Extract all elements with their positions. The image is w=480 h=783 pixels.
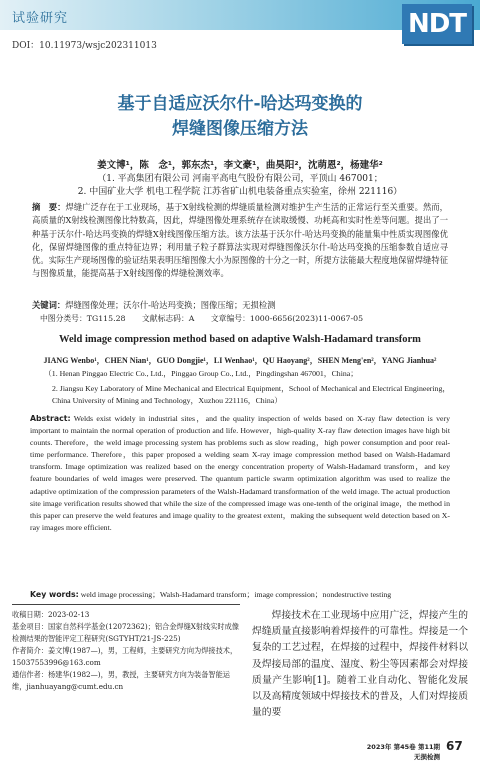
abstract-cn — [32, 201, 448, 281]
title-en: Weld image compression method based on adaptive Walsh-Hadamard transform — [59, 334, 421, 345]
received-date: 收稿日期：2023-02-13 — [12, 610, 90, 619]
authors-cn: 姜文博¹，陈 念¹，郭东杰¹，李文豪¹，曲昊阳²，沈萌恩²，杨建华² — [97, 160, 383, 171]
document-code: 文献标志码：A — [141, 314, 195, 323]
keywords-cn-label: 关键词： — [32, 300, 66, 310]
affiliation-en-1: （1. Henan Pinggao Electric Co., Ltd.，Pinggao Group Co., Ltd.，Pingdingshan 467001，China； — [44, 369, 359, 378]
abstract-en — [30, 413, 450, 534]
title-cn-line2: 焊缝图像压缩方法 — [172, 119, 308, 139]
keywords-en-text: weld image processing；Walsh-Hadamard transform；image compression；nondestructive testing — [80, 590, 392, 599]
abstract-en-label: Abstract: — [30, 414, 71, 423]
classification-line — [40, 313, 377, 324]
body-paragraph: 焊接技术在工业现场中应用广泛，焊接产生的焊缝质量直接影响着焊接件的可靠性。焊接是一个复杂的工艺过程，在焊接的过程中，焊接件材料以及焊接局部的温度、湿度、粉尘等因素都会对焊接质量产生影响[1]。随着工业自动化、智能化发展以及高精度领域中焊接技术的普及，人们对焊接质量的要 — [252, 610, 468, 719]
title-cn-line1: 基于自适应沃尔什-哈达玛变换的 — [117, 94, 363, 114]
corresponding-author: 通信作者：杨建华(1982—)，男，教授，主要研究方向为装备智能运维，jianhuayang@cumt.edu.cn — [12, 670, 230, 691]
page-number: 67 — [446, 739, 463, 753]
affiliation-en-2: 2. Jiangsu Key Laboratory of Mine Mechanical and Electrical Equipment，School of Mechanical and Electrical Engineering，China University of Mining and Technology，Xuzhou 221116，China） — [52, 384, 451, 405]
keywords-cn-text: 焊缝图像处理；沃尔什-哈达玛变换；图像压缩；无损检测 — [65, 300, 276, 310]
fund-info: 基金项目：国家自然科学基金(12072362)；铝合金焊缝X射线实时成像检测结果的智能评定工程研究(SGTYHT/21-JS-225) — [12, 622, 239, 643]
abstract-cn-label: 摘 要： — [32, 202, 66, 212]
affiliation-cn-2: 2. 中国矿业大学 机电工程学院 江苏省矿山机电装备重点实验室，徐州 221116） — [77, 187, 403, 197]
keywords-en — [30, 588, 450, 601]
author-info: 作者简介：姜文博(1987—)，男，工程师，主要研究方向为焊接技术，15037553996@163.com — [12, 646, 238, 667]
affiliation-cn-1: （1. 平高集团有限公司 河南平高电气股份有限公司，平顶山 467001； — [97, 174, 383, 184]
footnote-divider — [12, 604, 240, 605]
authors-en: JIANG Wenbo¹，CHEN Nian¹，GUO Dongjie¹，LI Wenhao¹，QU Haoyang²，SHEN Meng'en²，YANG Jianhua² — [43, 356, 437, 365]
ndt-logo: NDT — [402, 4, 472, 44]
doi[interactable]: DOI：10.11973/wsjc202311013 — [12, 41, 157, 51]
footer-issue: 2023年 第45卷 第11期 — [366, 743, 440, 751]
footer-journal: 无损检测 — [414, 753, 440, 761]
keywords-cn — [32, 299, 448, 312]
article-number: 文章编号：1000-6656(2023)11-0067-05 — [210, 314, 364, 323]
keywords-en-label: Key words: — [30, 590, 79, 599]
abstract-cn-text: 焊缝广泛存在于工业现场，基于X射线检测的焊缝质量检测对维护生产生活的正常运行至关重要。然而，高质量的X射线检测图像比特数高，因此，焊缝图像处理系统存在读取缓慢、功耗高和实时性差等问题。提出了一种基于沃尔什-哈达玛变换的焊缝X射线图像压缩方法。该方法基于沃尔什-哈达玛变换的能量集中性质实现图像优化，保留焊缝图像的重点特征边界；利用量子粒子群算法实现对焊缝图像沃尔什-哈达玛变换的压缩参数自适应寻优。实际生产现场图像的验证结果表明压缩图像大小为原图像的十分之一时，所提方法能最大程度地保留焊缝特征与图像质量，能提高基于X射线图像的焊缝检测效率。 — [32, 202, 448, 279]
clc-number: 中图分类号：TG115.28 — [40, 314, 126, 323]
abstract-en-text: Welds exist widely in industrial sites，and the quality inspection of welds based on X-ray flaw detection is very important to maintain the normal operation of production and life. However，high-quality X-ray flaw detection images have high bit counts. Therefore，the weld image processing system has problems such as slow reading，high power consumption and poor real-time performance. Therefore，this paper proposed a welding seam X-ray image compression method based on Walsh-Hadamard transform. Image optimization was realized based on the energy concentration property of Walsh-Hadamard transform，and key feature boundaries of weld images were preserved. The quantum particle swarm optimization algorithm was used to realize the adaptive optimization of the compression parameters of the Walsh-Hadamard transformation of the weld image. The actual production site image verification results showed that while the size of the compressed image was one-tenth of the original image，the method in this paper can preserve the weld features and image quality to the greatest extent，making the subsequent weld detection based on X-ray images more efficient. — [30, 414, 450, 532]
section-label: 试验研究 — [12, 11, 69, 26]
